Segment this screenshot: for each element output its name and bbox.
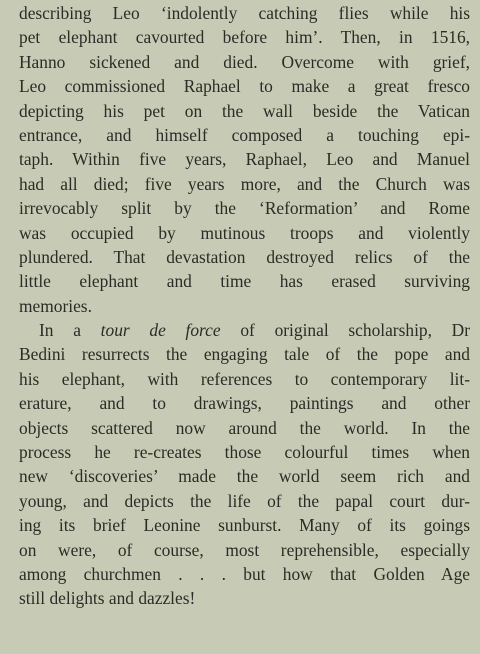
text-line: new ‘discoveries’ made the world seem rich and bbox=[19, 466, 470, 487]
text-run: of original scholarship, Dr bbox=[220, 320, 471, 341]
text-line: his elephant, with references to contemporary lit- bbox=[19, 368, 470, 389]
text-line: irrevocably split by the ‘Reformation’ and Rome bbox=[19, 198, 470, 219]
text-line: on were, of course, most reprehensible, especially bbox=[19, 539, 470, 560]
text-line-first bbox=[19, 318, 470, 342]
text-line: process he re-creates those colourful times when bbox=[19, 442, 470, 463]
text-line: was occupied by mutinous troops and violently bbox=[19, 222, 470, 243]
text-line: Bedini resurrects the engaging tale of the pope and bbox=[19, 344, 470, 365]
text-run: In a bbox=[39, 320, 101, 341]
text-line: entrance, and himself composed a touching epi- bbox=[19, 124, 470, 145]
text-line: objects scattered now around the world. In the bbox=[19, 417, 470, 438]
text-line: ing its brief Leonine sunburst. Many of its goings bbox=[19, 515, 470, 536]
text-line: describing Leo ‘indolently catching flies while his bbox=[19, 3, 470, 23]
text-line: among churchmen . . . but how that Golden Age bbox=[19, 563, 470, 584]
text-line: memories. bbox=[19, 295, 92, 316]
text-line: pet elephant cavourted before him’. Then, in 1516, bbox=[19, 27, 470, 48]
text-line: taph. Within five years, Raphael, Leo and Manuel bbox=[19, 149, 470, 170]
paragraph-2 bbox=[19, 318, 470, 611]
text-line: still delights and dazzles! bbox=[19, 588, 196, 609]
text-line: Hanno sickened and died. Overcome with grief, bbox=[19, 51, 470, 72]
italic-phrase: tour de force bbox=[100, 320, 221, 341]
text-line: depicting his pet on the wall beside the Vatican bbox=[19, 100, 470, 121]
text-line: young, and depicts the life of the papal court dur- bbox=[19, 490, 470, 511]
paragraph-1 bbox=[19, 1, 470, 318]
text-line: Leo commissioned Raphael to make a great fresco bbox=[19, 76, 470, 97]
text-line: little elephant and time has erased surviving bbox=[19, 271, 470, 292]
text-line: plundered. That devastation destroyed relics of the bbox=[19, 246, 470, 267]
text-line: had all died; five years more, and the Church was bbox=[19, 173, 470, 194]
text-line: erature, and to drawings, paintings and other bbox=[19, 393, 470, 414]
